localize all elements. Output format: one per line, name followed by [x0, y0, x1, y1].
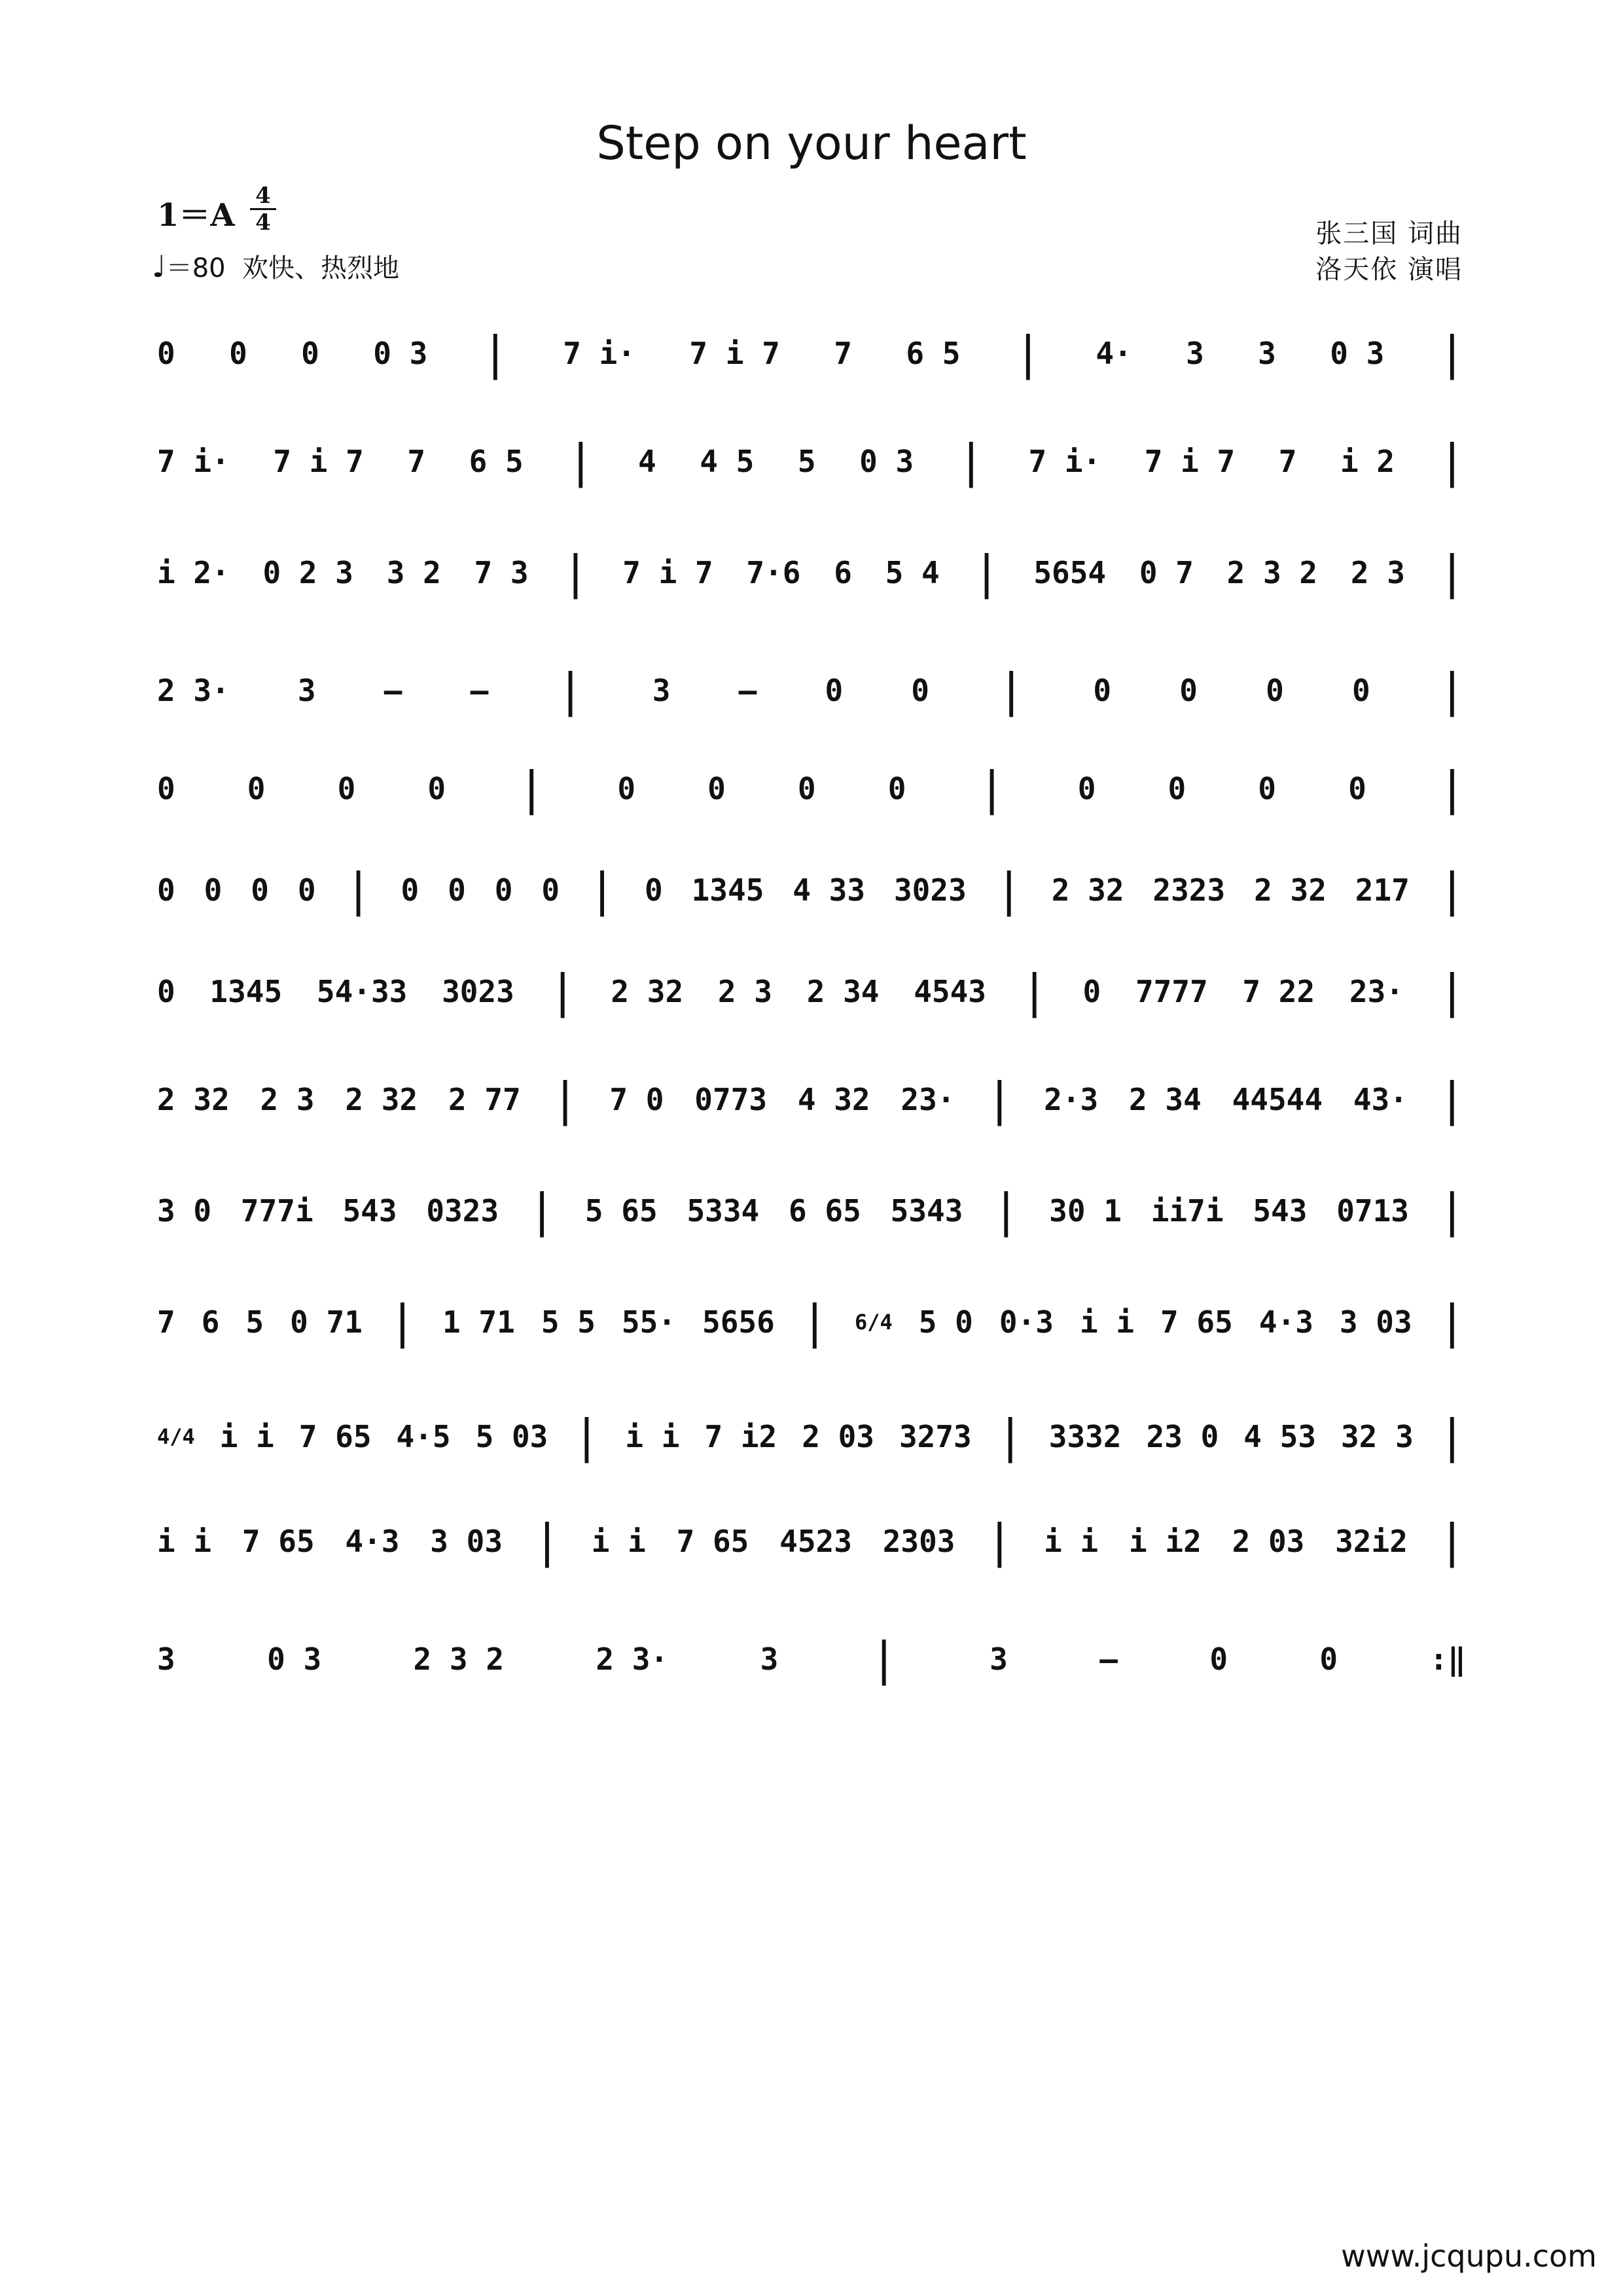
score-row-notes [157, 1633, 1466, 1685]
note-group: 7 i 7 [273, 444, 364, 479]
note-group: 7 22 [1242, 974, 1315, 1009]
note-group: 0 [448, 872, 466, 908]
note-group: 7 [157, 1304, 175, 1340]
score-row-notes [157, 327, 1466, 380]
note-group: 6 5 [906, 336, 961, 371]
note-group: 0 [825, 673, 844, 708]
note-group: 2323 [1152, 872, 1226, 908]
note-group: 3332 [1048, 1419, 1122, 1454]
note-group: 4 32 [797, 1082, 870, 1117]
note-group: 2 03 [802, 1419, 874, 1454]
note-group: 1 71 [442, 1304, 515, 1340]
tempo-expression: 欢快、热烈地 [242, 253, 400, 283]
note-group: 2 32 [345, 1082, 418, 1117]
note-group: 0 [541, 872, 560, 908]
note-group: 0 [1082, 974, 1101, 1009]
note-group: 0 [301, 336, 319, 371]
note-group: 0 [204, 872, 223, 908]
note-group: 6 [201, 1304, 220, 1340]
note-group: 43· [1353, 1082, 1408, 1117]
note-group: i i2 [1129, 1524, 1202, 1559]
lyrics-music-credit: 张三国 词曲 [1315, 219, 1463, 249]
score-row-notes [157, 965, 1466, 1018]
time-signature-top: 4 [255, 183, 271, 209]
barline: | [481, 327, 509, 380]
score-row-notes [157, 1073, 1466, 1126]
note-group: 5334 [687, 1193, 760, 1229]
note-group: 2 3 [260, 1082, 315, 1117]
note-group: 0 [797, 771, 816, 806]
note-group: 32 3 [1340, 1419, 1414, 1454]
note-group: 5 4 [885, 555, 940, 590]
note-group: 3 03 [1339, 1304, 1412, 1340]
note-group: 2 32 [1051, 872, 1124, 908]
note-group: 0 [617, 771, 636, 806]
tempo-marking [152, 247, 399, 285]
score-row [0, 1410, 1623, 1515]
note-group: 7 65 [676, 1524, 749, 1559]
note-group: 5 03 [475, 1419, 548, 1454]
note-group: 32i2 [1335, 1524, 1408, 1559]
note-group: 543 [1253, 1193, 1308, 1229]
note-group: 0323 [426, 1193, 499, 1229]
note-group: – [738, 673, 757, 708]
time-signature-change: 4/4 [157, 1424, 195, 1449]
note-group: 7 65 [298, 1419, 372, 1454]
note-group: 0 2 3 [262, 555, 353, 590]
barline: | [518, 762, 546, 816]
barline: | [556, 664, 584, 717]
note-group: 6 5 [469, 444, 524, 479]
note-group: 217 [1355, 872, 1410, 908]
score-row [0, 1185, 1623, 1289]
score-row [0, 1296, 1623, 1401]
note-group: 2 03 [1232, 1524, 1305, 1559]
note-group: 2 3· [596, 1641, 669, 1677]
note-group: i i [219, 1419, 274, 1454]
note-group: 4543 [914, 974, 986, 1009]
note-group: 7 i· [1028, 444, 1101, 479]
note-group: 5656 [702, 1304, 775, 1340]
note-group: i i [591, 1524, 646, 1559]
score-row [0, 327, 1623, 432]
note-group: 2303 [882, 1524, 955, 1559]
note-group: 0 [1351, 673, 1370, 708]
note-group: 0 [229, 336, 247, 371]
note-group: 4·3 [1258, 1304, 1313, 1340]
barline: | [1438, 1184, 1466, 1238]
note-group: i i [157, 1524, 212, 1559]
barline: | [1438, 664, 1466, 717]
note-group: 4 33 [793, 872, 866, 908]
note-group: 7 i· [157, 444, 230, 479]
barline: | [1438, 1073, 1466, 1126]
note-group: 0 [1348, 771, 1366, 806]
note-group: 3 [1258, 336, 1276, 371]
note-group: i i [625, 1419, 680, 1454]
note-group: 2 32 [1254, 872, 1327, 908]
barline: | [986, 1515, 1014, 1568]
singer-credit: 洛天依 演唱 [1315, 255, 1463, 285]
note-group: i 2 [1340, 444, 1395, 479]
barline: | [1438, 1410, 1466, 1463]
note-group: 3 03 [430, 1524, 503, 1559]
quarter-note-icon: ♩ [152, 249, 166, 284]
barline: | [995, 863, 1023, 917]
barline: | [957, 435, 985, 488]
time-signature-change: 6/4 [854, 1310, 893, 1335]
note-group: 3 [652, 673, 671, 708]
note-group: 2·3 [1044, 1082, 1099, 1117]
note-group: 0 3 [1330, 336, 1385, 371]
barline: | [870, 1632, 898, 1686]
time-signature-bottom: 4 [255, 209, 271, 236]
score-row [0, 1633, 1623, 1738]
note-group: 0 [337, 771, 356, 806]
note-group: 0 [911, 673, 929, 708]
barline: | [388, 1295, 417, 1349]
repeat-end-barline: :‖ [1429, 1641, 1466, 1677]
score-row-notes [157, 762, 1466, 815]
note-group: 0 [251, 872, 269, 908]
score-row-notes [157, 1515, 1466, 1568]
score-title: Step on your heart [596, 117, 1027, 170]
barline: | [1438, 435, 1466, 488]
note-group: 2 3 [717, 974, 772, 1009]
note-group: 7 3 [474, 555, 529, 590]
note-group: 0 [1168, 771, 1186, 806]
note-group: 6 65 [789, 1193, 861, 1229]
barline: | [978, 762, 1006, 816]
barline: | [562, 546, 590, 600]
score-row [0, 1515, 1623, 1620]
barline: | [1438, 762, 1466, 816]
score-row [0, 864, 1623, 969]
note-group: 0 [247, 771, 266, 806]
note-group: 3 2 [386, 555, 441, 590]
watermark-url: www.jcqupu.com [1341, 2238, 1597, 2274]
note-group: 4·3 [345, 1524, 400, 1559]
note-group: 7 i· [563, 336, 636, 371]
note-group: 2 3 [1350, 555, 1405, 590]
barline: | [1438, 327, 1466, 380]
barline: | [548, 965, 577, 1018]
score-row [0, 435, 1623, 540]
tempo-value: ＝80 [166, 253, 226, 283]
note-group: 2 3 2 [413, 1641, 505, 1677]
note-group: i i [1079, 1304, 1135, 1340]
note-group: 2 3· [157, 673, 230, 708]
score-row-notes [157, 1185, 1466, 1237]
note-group: 0 3 [267, 1641, 322, 1677]
note-group: 3 [760, 1641, 779, 1677]
score-row-notes [157, 435, 1466, 488]
time-signature [250, 185, 276, 234]
note-group: 2 34 [1129, 1082, 1202, 1117]
barline: | [551, 1073, 579, 1126]
barline: | [1438, 863, 1466, 917]
barline: | [992, 1184, 1020, 1238]
note-group: 55· [621, 1304, 677, 1340]
note-group: 7 65 [241, 1524, 315, 1559]
note-group: 5 65 [584, 1193, 658, 1229]
note-group: 2 3 2 [1226, 555, 1318, 590]
note-group: 3 [297, 673, 316, 708]
note-group: 7 0 [609, 1082, 664, 1117]
note-group: 0 3 [859, 444, 914, 479]
note-group: 0 71 [290, 1304, 363, 1340]
note-group: 0 [494, 872, 513, 908]
score-row-notes [157, 664, 1466, 717]
note-group: 23 0 [1146, 1419, 1219, 1454]
barline: | [1020, 965, 1048, 1018]
note-group: – [470, 673, 489, 708]
score-row-notes [157, 1410, 1466, 1463]
note-group: 4·5 [396, 1419, 451, 1454]
note-group: 1345 [691, 872, 764, 908]
note-group: 0 [157, 771, 175, 806]
note-group: 3023 [893, 872, 967, 908]
barline: | [800, 1295, 829, 1349]
barline: | [1438, 1515, 1466, 1568]
note-group: 0 [1179, 673, 1198, 708]
note-group: 2 32 [611, 974, 684, 1009]
note-group: – [383, 673, 402, 708]
note-group: 2 34 [806, 974, 880, 1009]
note-group: 777i [240, 1193, 313, 1229]
score-row [0, 965, 1623, 1070]
note-group: 7 [1278, 444, 1297, 479]
note-group: 3 [990, 1641, 1008, 1677]
note-group: 44544 [1232, 1082, 1323, 1117]
note-group: 543 [342, 1193, 397, 1229]
note-group: 30 1 [1049, 1193, 1122, 1229]
note-group: 23· [901, 1082, 955, 1117]
note-group: 0 [157, 336, 175, 371]
note-group: 7 65 [1160, 1304, 1233, 1340]
note-group: 4 53 [1243, 1419, 1317, 1454]
note-group: 0773 [694, 1082, 768, 1117]
score-row-notes [157, 1296, 1466, 1348]
score-row [0, 547, 1623, 651]
note-group: i 2· [157, 555, 230, 590]
note-group: – [1099, 1641, 1118, 1677]
note-group: 0 [1077, 771, 1096, 806]
score-row [0, 762, 1623, 867]
note-group: 0 [1266, 673, 1284, 708]
barline: | [573, 1410, 601, 1463]
note-group: 2 32 [157, 1082, 230, 1117]
note-group: 5 0 [918, 1304, 973, 1340]
note-group: 0 [157, 872, 175, 908]
barline: | [997, 664, 1026, 717]
note-group: 5 [797, 444, 816, 479]
barline: | [1438, 1295, 1466, 1349]
barline: | [1438, 546, 1466, 600]
barline: | [1014, 327, 1042, 380]
note-group: 0 [427, 771, 446, 806]
barline: | [533, 1515, 561, 1568]
note-group: 7 i2 [704, 1419, 777, 1454]
note-group: 0 [1209, 1641, 1228, 1677]
score-row [0, 664, 1623, 769]
note-group: 5 [245, 1304, 264, 1340]
note-group: 3023 [442, 974, 514, 1009]
barline: | [344, 863, 372, 917]
note-group: 0 [887, 771, 906, 806]
note-group: 0 [645, 872, 663, 908]
barline: | [588, 863, 616, 917]
note-group: 0713 [1336, 1193, 1409, 1229]
note-group: 4523 [779, 1524, 852, 1559]
note-group: i i [1044, 1524, 1099, 1559]
barline: | [986, 1073, 1014, 1126]
note-group: 7·6 [746, 555, 801, 590]
note-group: 0 [1258, 771, 1276, 806]
score-row-notes [157, 547, 1466, 599]
note-group: ii7i [1150, 1193, 1224, 1229]
note-group: 0 3 [373, 336, 428, 371]
note-group: 0 [1093, 673, 1112, 708]
note-group: 0 [707, 771, 726, 806]
score-row [0, 1073, 1623, 1178]
note-group: 4 5 [700, 444, 755, 479]
note-group: 5654 [1033, 555, 1107, 590]
note-group: 3 0 [157, 1193, 212, 1229]
barline: | [527, 1184, 556, 1238]
barline: | [972, 546, 1001, 600]
note-group: 0 [157, 974, 175, 1009]
note-group: 23· [1349, 974, 1404, 1009]
barline: | [1438, 965, 1466, 1018]
note-group: 7 [834, 336, 852, 371]
note-group: 0 [401, 872, 419, 908]
note-group: 3273 [899, 1419, 972, 1454]
note-group: 7777 [1135, 974, 1208, 1009]
note-group: 7 i 7 [622, 555, 713, 590]
note-group: 7 [407, 444, 426, 479]
key-signature: 1＝A [157, 197, 235, 234]
note-group: 3 [157, 1641, 175, 1677]
note-group: 0 [297, 872, 316, 908]
barline: | [996, 1410, 1024, 1463]
note-group: 6 [834, 555, 852, 590]
note-group: 4· [1096, 336, 1132, 371]
note-group: 3 [1186, 336, 1204, 371]
note-group: 0 [1319, 1641, 1338, 1677]
note-group: 7 i 7 [689, 336, 780, 371]
note-group: 0·3 [999, 1304, 1054, 1340]
note-group: 5343 [890, 1193, 963, 1229]
note-group: 2 77 [448, 1082, 521, 1117]
note-group: 54·33 [316, 974, 408, 1009]
score-row-notes [157, 864, 1466, 916]
note-group: 0 7 [1139, 555, 1194, 590]
note-group: 1345 [209, 974, 283, 1009]
note-group: 7 i 7 [1144, 444, 1236, 479]
barline: | [567, 435, 595, 488]
note-group: 4 [637, 444, 656, 479]
note-group: 5 5 [541, 1304, 596, 1340]
